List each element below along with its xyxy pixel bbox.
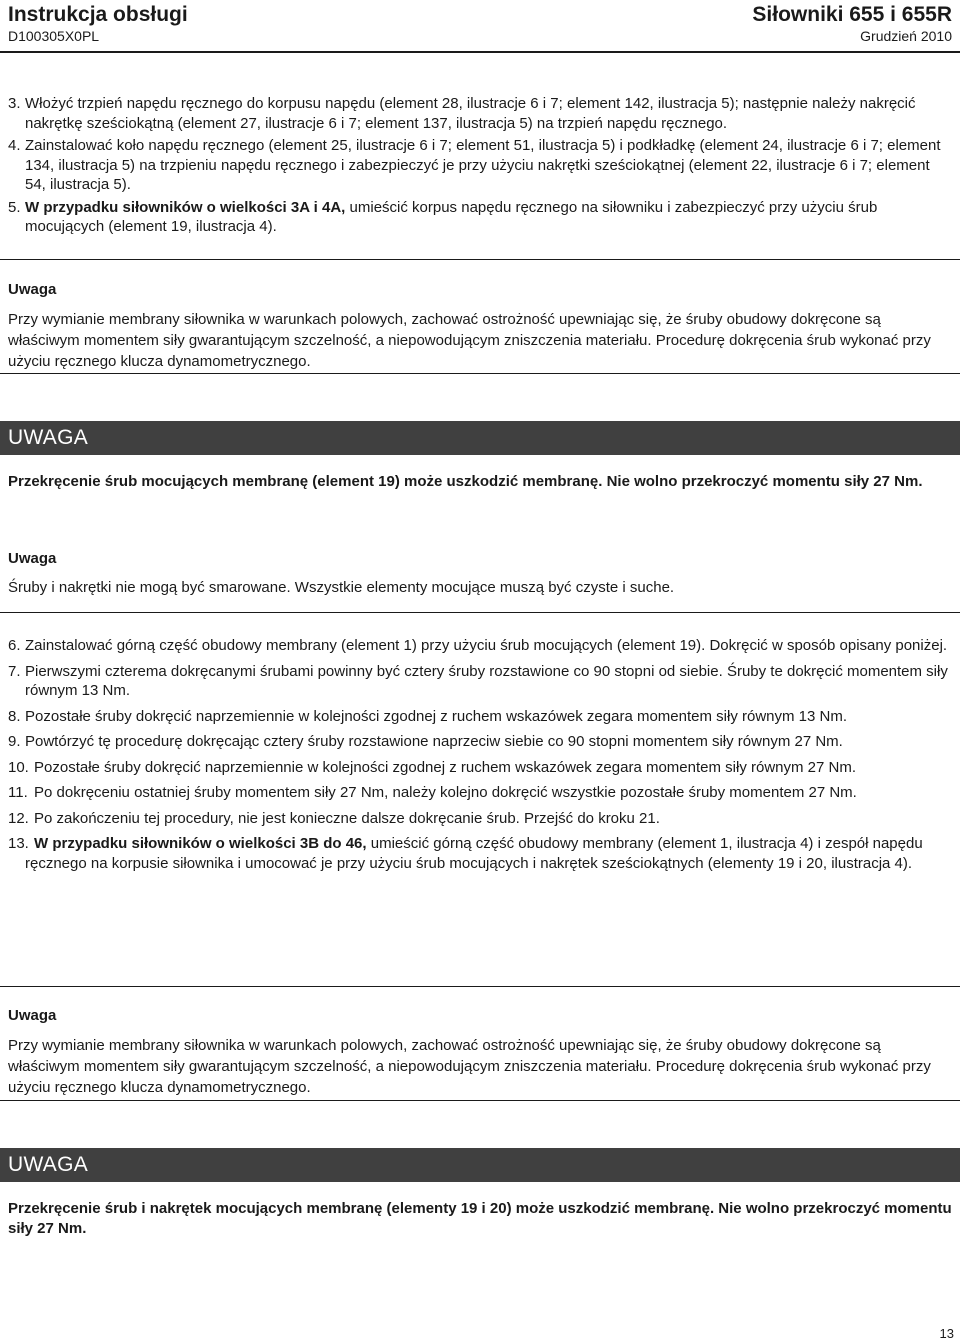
note-body: Przy wymianie membrany siłownika w warunkach polowych, zachować ostrożność upewniając się, że śruby obudowy dokręcone są właściwym momentem siły gwarantującym szczelność, a niepowodującym zniszczenia materiału. Procedurę dokręcenia śrub wykonać przy użyciu ręcznego klucza dynamometrycznego. [8, 310, 931, 370]
warning-2 [8, 1199, 954, 1239]
step-text: umieścić górną część obudowy membrany (element 1, ilustracja 4) i zespół napędu ręcznego na korpusie siłownika i umocować je przy użyciu śrub mocujących i nakrętek sześciokątnych (elementy 19 i 20, ilustracja 4). [25, 835, 923, 872]
step-7 [8, 662, 954, 701]
note-rule-bottom [0, 612, 960, 613]
warning-label: UWAGA [8, 426, 89, 449]
step-text: Powtórzyć tę procedurę dokręcając cztery śruby rozstawione naprzeciw siebie co 90 stopni momentem siły równym 27 Nm. [25, 733, 843, 750]
note-title: Uwaga [8, 281, 57, 298]
step-number: 5. [8, 198, 21, 216]
page-header [8, 0, 952, 50]
note-title: Uwaga [8, 550, 57, 567]
note-2 [8, 549, 954, 598]
step-5 [8, 198, 954, 237]
note-body: Przy wymianie membrany siłownika w warunkach polowych, zachować ostrożność upewniając się, że śruby obudowy dokręcone są właściwym momentem siły gwarantującym szczelność, a niepowodującym zniszczenia materiału. Procedurę dokręcenia śrub wykonać przy użyciu ręcznego klucza dynamometrycznego. [8, 1036, 931, 1096]
warning-banner [0, 421, 960, 455]
step-13 [8, 834, 954, 873]
step-text: umieścić korpus napędu ręcznego na siłowniku i zabezpieczyć przy użyciu śrub mocujących (element 19, ilustracja 4). [25, 198, 878, 235]
header-rule [0, 51, 960, 53]
step-text: Pozostałe śruby dokręcić naprzemiennie w kolejności zgodnej z ruchem wskazówek zegara momentem siły równym 27 Nm. [34, 758, 857, 776]
step-number: 11. [8, 784, 28, 801]
document-code: D100305X0PL [8, 28, 100, 44]
note-rule-bottom [0, 373, 960, 374]
note-rule-top [0, 986, 960, 987]
step-number: 8. [8, 707, 21, 725]
steps-6-13 [8, 636, 954, 873]
step-text: Zainstalować koło napędu ręcznego (element 25, ilustracje 6 i 7; element 51, ilustracja 5) i podkładkę (element 24, ilustracje 6 i 7; element 134, ilustracja 5) na trzpieniu napędu ręcznego i zabezpieczyć je przy użyciu nakrętki sześciokątnej (element 22, ilustracje 6 i 7; element 54, ilustracja 5). [25, 137, 941, 193]
step-number: 3. [8, 95, 21, 112]
note-rule-top [0, 259, 960, 260]
note-rule-bottom [0, 1100, 960, 1101]
step-number: 13. [8, 835, 29, 852]
step-3 [8, 94, 954, 133]
step-6 [8, 636, 954, 656]
step-text: Pierwszymi czterema dokręcanymi śrubami powinny być cztery śruby rozstawione co 90 stopni od siebie. Śruby te dokręcić momentem siły równym 13 Nm. [25, 662, 948, 699]
step-8 [8, 707, 954, 727]
step-number: 9. [8, 733, 21, 750]
page-number: 13 [939, 1326, 954, 1341]
step-text: Włożyć trzpień napędu ręcznego do korpusu napędu (element 28, ilustracje 6 i 7; element 142, ilustracja 5); następnie należy nakręcić nakrętkę sześciokątną (element 27, ilustracje 6 i 7; element 137, ilustracja 5) na trzpień napędu ręcznego. [25, 95, 916, 132]
warning-1 [8, 472, 954, 492]
step-number: 12. [8, 809, 29, 827]
warning-text: Przekręcenie śrub i nakrętek mocujących membranę (elementy 19 i 20) może uszkodzić membranę. Nie wolno przekroczyć momentu siły 27 Nm. [8, 1200, 952, 1237]
step-bold-text: W przypadku siłowników o wielkości 3A i 4A, [25, 198, 346, 216]
step-number: 6. [8, 637, 21, 654]
note-1 [8, 280, 954, 372]
warning-label: UWAGA [8, 1153, 89, 1176]
step-bold-text: W przypadku siłowników o wielkości 3B do 46, [34, 835, 367, 852]
note-body: Śruby i nakrętki nie mogą być smarowane. Wszystkie elementy mocujące muszą być czyste i suche. [8, 578, 675, 596]
step-11 [8, 783, 954, 803]
product-name: Siłowniki 655 i 655R [752, 3, 952, 26]
step-9 [8, 732, 954, 752]
step-number: 7. [8, 662, 21, 680]
step-text: Po dokręceniu ostatniej śruby momentem siły 27 Nm, należy kolejno dokręcić wszystkie pozostałe śruby momentem 27 Nm. [34, 784, 857, 801]
note-3 [8, 1006, 954, 1098]
warning-text: Przekręcenie śrub mocujących membranę (element 19) może uszkodzić membranę. Nie wolno przekroczyć momentu siły 27 Nm. [8, 473, 923, 490]
steps-3-5 [8, 94, 954, 237]
step-number: 4. [8, 137, 21, 154]
step-10 [8, 758, 954, 778]
step-text: Zainstalować górną część obudowy membrany (element 1) przy użyciu śrub mocujących (element 19). Dokręcić w sposób opisany poniżej. [25, 637, 948, 654]
document-title: Instrukcja obsługi [8, 3, 188, 26]
warning-banner [0, 1148, 960, 1182]
step-text: Po zakończeniu tej procedury, nie jest konieczne dalsze dokręcanie śrub. Przejść do kroku 21. [34, 809, 660, 827]
step-number: 10. [8, 758, 29, 776]
step-text: Pozostałe śruby dokręcić naprzemiennie w kolejności zgodnej z ruchem wskazówek zegara momentem siły równym 13 Nm. [25, 707, 848, 725]
document-date: Grudzień 2010 [860, 28, 952, 44]
note-title: Uwaga [8, 1007, 57, 1024]
step-4 [8, 136, 954, 195]
step-12 [8, 809, 954, 829]
